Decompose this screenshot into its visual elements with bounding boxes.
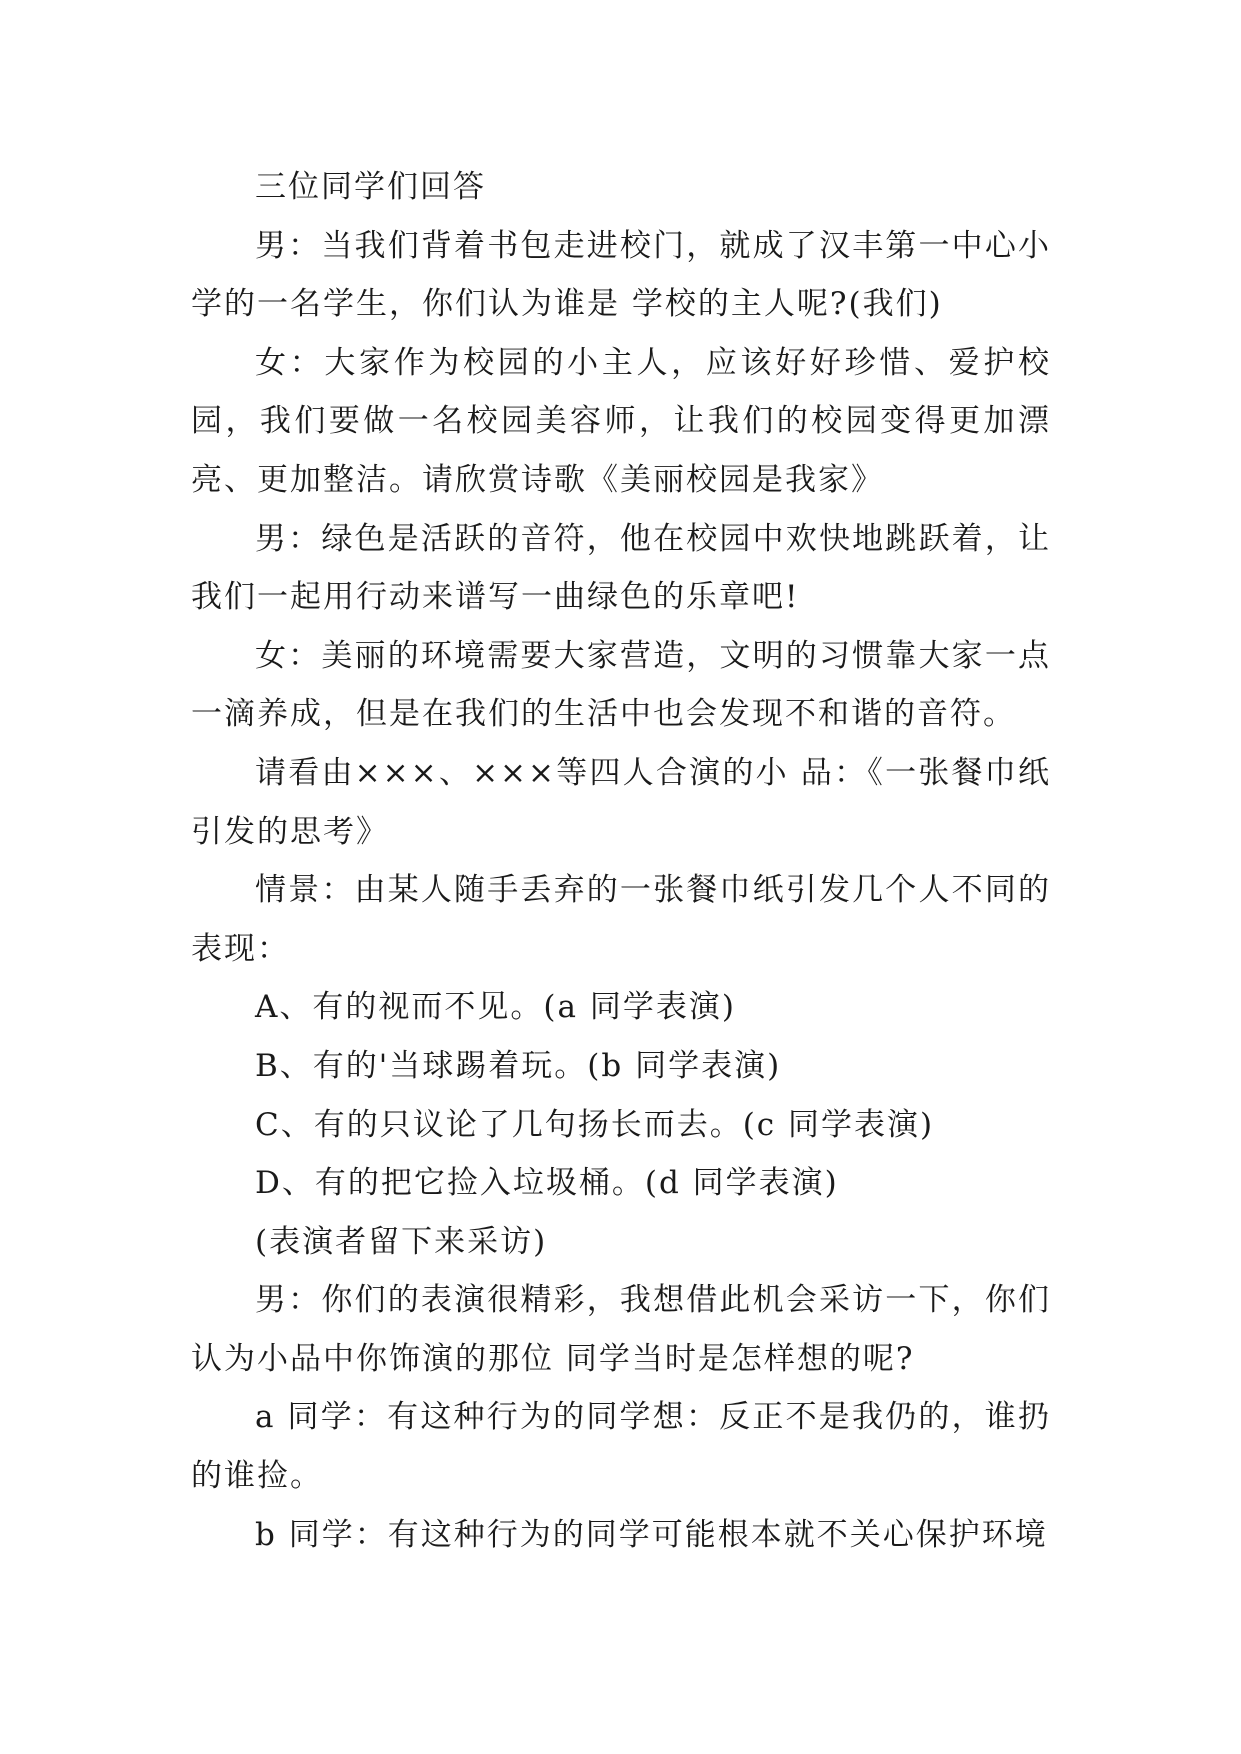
paragraph-7: 情景：由某人随手丢弃的一张餐巾纸引发几个人不同的表现： [191, 872, 1051, 967]
paragraph-3: 女：大家作为校园的小主人，应该好好珍惜、爱护校园，我们要做一名校园美容师，让我们的校园变得更加漂亮、更加整洁。请欣赏诗歌《美丽校园是我家》 [191, 344, 1051, 498]
paragraph-9: B、有的'当球踢着玩。(b 同学表演) [255, 1047, 782, 1084]
paragraph-2: 男：当我们背着书包走进校门，就成了汉丰第一中心小学的一名学生，你们认为谁是 学校的主人呢?(我们) [191, 227, 1051, 323]
paragraph-1: 三位同学们回答 [255, 169, 486, 205]
paragraph-12: (表演者留下来采访) [255, 1223, 548, 1260]
paragraph-4: 男：绿色是活跃的音符，他在校园中欢快地跳跃着，让我们一起用行动来谱写一曲绿色的乐章吧! [191, 520, 1051, 616]
paragraph-5: 女：美丽的环境需要大家营造，文明的习惯靠大家一点一滴养成，但是在我们的生活中也会发现不和谐的音符。 [191, 637, 1051, 733]
paragraph-13: 男：你们的表演很精彩，我想借此机会采访一下，你们认为小品中你饰演的那位 同学当时是怎样想的呢? [191, 1282, 1051, 1377]
paragraph-15: b 同学：有这种行为的同学可能根本就不关心保护环境 [255, 1516, 1048, 1553]
paragraph-10: C、有的只议论了几句扬长而去。(c 同学表演) [255, 1106, 935, 1143]
paragraph-6: 请看由×××、×××等四人合演的小 品：《一张餐巾纸引发的思考》 [191, 754, 1051, 850]
paragraph-11: D、有的把它捡入垃圾桶。(d 同学表演) [255, 1165, 839, 1202]
document-body [191, 158, 1051, 1564]
paragraph-8: A、有的视而不见。(a 同学表演) [255, 989, 736, 1026]
paragraph-14: a 同学：有这种行为的同学想：反正不是我仍的，谁扔的谁捡。 [191, 1399, 1051, 1495]
